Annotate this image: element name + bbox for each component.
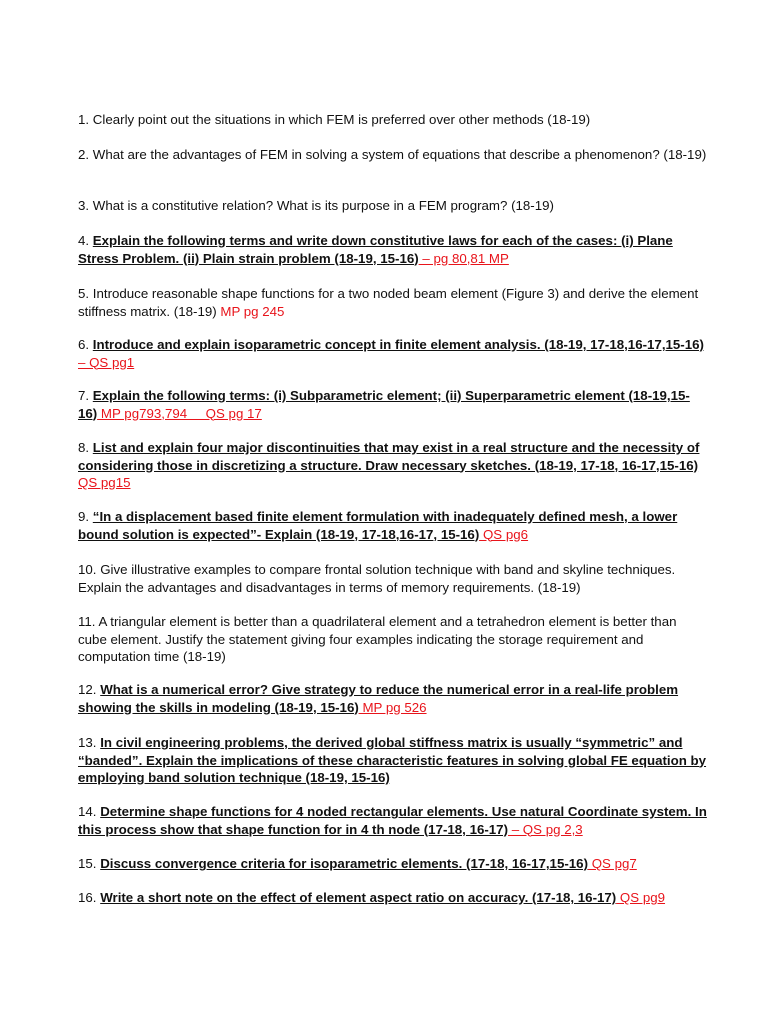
question-16 <box>78 889 708 907</box>
question-text: Determine shape functions for 4 noded rectangular elements. Use natural Coordinate system. In this process show that shape function for in 4 th node (17-18, 16-17) <box>78 804 707 837</box>
question-number: 2. <box>78 147 90 162</box>
question-number: 7. <box>78 388 90 403</box>
question-number: 13. <box>78 735 97 750</box>
question-text: Introduce and explain isoparametric concept in finite element analysis. (18-19, 17-18,16-17,15-16) <box>92 337 704 352</box>
question-text: Give illustrative examples to compare frontal solution technique with band and skyline techniques. Explain the advantages and disadvantages in terms of memory requirements. (18-19) <box>78 562 676 595</box>
question-number: 12. <box>78 682 97 697</box>
question-6 <box>78 336 708 371</box>
question-12 <box>78 681 708 716</box>
question-text: Explain the following terms and write down constitutive laws for each of the cases: (i) Plane Stress Problem. (ii) Plain strain problem (18-19, 15-16) <box>78 233 673 266</box>
question-number: 4. <box>78 233 90 248</box>
question-number: 11. <box>78 614 96 629</box>
question-15 <box>78 855 708 873</box>
question-number: 3. <box>78 198 90 213</box>
question-text: Introduce reasonable shape functions for a two noded beam element (Figure 3) and derive the element stiffness matrix. (18-19) <box>78 286 699 319</box>
question-text: Explain the following terms: (i) Subparametric element; (ii) Superparametric element (18-19,15-16) <box>78 388 690 421</box>
reference-note: QS pg7 <box>588 856 637 871</box>
question-text: What is a constitutive relation? What is its purpose in a FEM program? (18-19) <box>89 198 554 213</box>
question-number: 15. <box>78 856 97 871</box>
question-11 <box>78 613 708 666</box>
question-5 <box>78 285 708 320</box>
question-text: Discuss convergence criteria for isoparametric elements. (17-18, 16-17,15-16) <box>100 856 588 871</box>
question-7 <box>78 387 708 422</box>
question-text: A triangular element is better than a quadrilateral element and a tetrahedron element is better than cube element. Justify the statement giving four examples indicating the storage requirement and computation time (18-19) <box>78 614 677 664</box>
reference-note: MP pg 526 <box>358 699 427 715</box>
question-4 <box>78 232 708 267</box>
question-10 <box>78 561 708 596</box>
question-number: 10. <box>78 562 97 577</box>
question-3 <box>78 197 708 215</box>
question-number: 8. <box>78 440 90 455</box>
question-text: Clearly point out the situations in which FEM is preferred over other methods (18-19) <box>89 112 591 127</box>
question-number: 5. <box>78 286 90 301</box>
question-2 <box>78 146 708 164</box>
reference-note: QS pg6 <box>479 526 529 542</box>
question-text: What is a numerical error? Give strategy to reduce the numerical error in a real-life problem showing the skills in modeling (18-19, 15-16) <box>78 682 679 715</box>
reference-note: – QS pg1 <box>78 354 135 370</box>
question-text: “In a displacement based finite element formulation with inadequately defined mesh, a lower bound solution is expected”- Explain (18-19, 17-18,16-17, 15-16) <box>78 509 678 542</box>
question-number: 9. <box>78 509 90 524</box>
question-number: 14. <box>78 804 97 819</box>
reference-note: MP pg 245 <box>216 303 285 319</box>
question-text: In civil engineering problems, the derived global stiffness matrix is usually “symmetric” and “banded”. Explain the implications of these characteristic features in solving global FE equation by employing band solution technique (18-19, 15-16) <box>78 735 707 785</box>
question-text: Write a short note on the effect of element aspect ratio on accuracy. (17-18, 16-17) <box>100 890 617 905</box>
question-13 <box>78 734 708 787</box>
question-8 <box>78 439 708 492</box>
reference-note: – pg 80,81 MP <box>418 250 509 266</box>
question-14 <box>78 803 708 838</box>
question-1 <box>78 111 708 129</box>
question-number: 6. <box>78 337 90 352</box>
question-9 <box>78 508 708 543</box>
reference-note: – QS pg 2,3 <box>508 821 583 837</box>
question-text: List and explain four major discontinuities that may exist in a real structure and the necessity of considering those in discretizing a structure. Draw necessary sketches. (18-19, 17-18, 16-17,15-16) <box>78 440 700 473</box>
reference-note: QS pg9 <box>616 890 666 905</box>
question-text: What are the advantages of FEM in solving a system of equations that describe a phenomenon? (18-19) <box>89 147 707 162</box>
question-number: 16. <box>78 890 97 905</box>
reference-note: MP pg793,794 QS pg 17 <box>97 405 262 421</box>
question-number: 1. <box>78 112 90 127</box>
reference-note: QS pg15 <box>78 475 131 490</box>
